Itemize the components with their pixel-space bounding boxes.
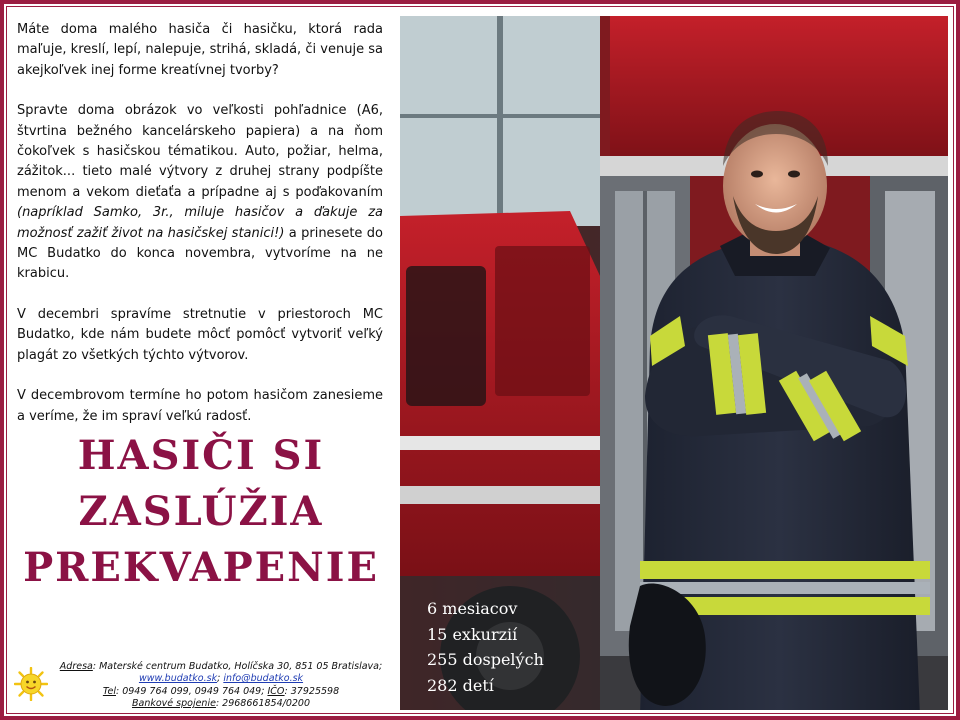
statistics-overlay xyxy=(427,596,544,698)
intro-paragraph-1: Máte doma malého hasiča či hasičku, ktorá rada maľuje, kreslí, lepí, nalepuje, strihá, skladá, či venuje sa akejkoľvek inej forme kreatívnej tvorby? xyxy=(17,22,383,78)
email-link[interactable]: info@budatko.sk xyxy=(223,673,304,685)
intro-text xyxy=(17,20,383,447)
contact-footer xyxy=(56,661,386,710)
link-separator: ; xyxy=(217,673,224,685)
ico-label: IČO xyxy=(267,685,285,697)
headline-line-2: ZASLÚŽIA xyxy=(78,488,324,535)
headline-line-3: PREKVAPENIE xyxy=(23,544,379,591)
bank-label: Bankové spojenie xyxy=(132,697,216,709)
address-label: Adresa xyxy=(59,661,93,672)
intro-paragraph-2 xyxy=(17,101,383,285)
tel-label: Tel xyxy=(102,685,116,697)
stat-months: 6 mesiacov xyxy=(427,599,518,618)
headline xyxy=(12,428,390,596)
intro-paragraph-2-example: (napríklad Samko, 3r., miluje hasičov a ďakuje za možnosť zažiť život na hasičskej stanici!) xyxy=(17,205,383,241)
intro-paragraph-2-text: Spravte doma obrázok vo veľkosti pohľadnice (A6, štvrtina bežného kancelárskeho papiera) a na ňom čokoľvek s hasičskou tématikou. Auto, požiar, helma, zážitok... tieto malé výtvory z druhej strany podpíšte menom a vekom dieťaťa a prípadne aj s poďakovaním xyxy=(17,103,383,200)
website-link[interactable]: www.budatko.sk xyxy=(138,673,218,685)
headline-line-1: HASIČI SI xyxy=(77,432,325,479)
ico-text: : 37925598 xyxy=(284,685,340,697)
intro-paragraph-3: V decembri spravíme stretnutie v priestoroch MC Budatko, kde nám budete môcť pomôcť vytvoriť veľký plagát zo všetkých týchto výtvorov. xyxy=(17,306,383,363)
address-text: : Materské centrum Budatko, Holíčska 30, 851 05 Bratislava; xyxy=(92,661,383,672)
sun-logo-icon xyxy=(14,667,48,701)
tel-text: : 0949 764 099, 0949 764 049; xyxy=(116,685,268,697)
stat-adults: 255 dospelých xyxy=(427,650,544,669)
stat-children: 282 detí xyxy=(427,675,494,695)
stat-excursions: 15 exkurzií xyxy=(427,624,518,644)
intro-paragraph-2-end: a prinesete do MC Budatko do konca novembra, vytvoríme na ne krabicu. xyxy=(17,225,383,282)
intro-paragraph-4: V decembrovom termíne ho potom hasičom zanesieme a veríme, že im spraví veľkú radosť. xyxy=(17,388,383,424)
bank-text: : 2968661854/0200 xyxy=(215,697,310,709)
